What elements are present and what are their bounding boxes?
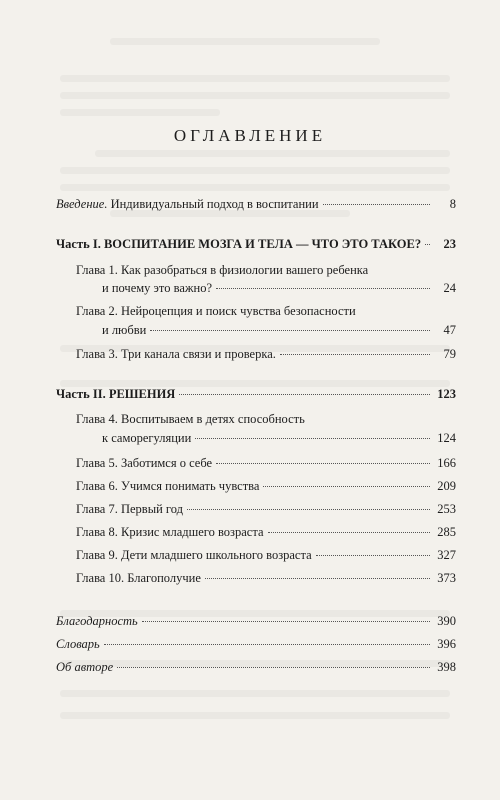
- page-number: 209: [437, 479, 456, 493]
- dot-leader: [205, 578, 430, 579]
- entry-title: Об авторе: [56, 660, 114, 674]
- page-number: 79: [443, 347, 456, 361]
- dot-leader: [216, 463, 430, 464]
- dot-leader: [425, 244, 430, 245]
- page-number: 123: [437, 387, 456, 401]
- dot-leader: [117, 667, 430, 668]
- dot-leader: [187, 509, 430, 510]
- entry-title: Индивидуальный подход в воспитании: [110, 197, 319, 211]
- toc-entry-chapter-7[interactable]: [76, 501, 456, 517]
- toc-entry-glossary[interactable]: [56, 636, 456, 652]
- toc-entry-part-2[interactable]: [56, 386, 456, 402]
- entry-title: и почему это важно?: [102, 281, 212, 295]
- entry-title: Глава 7. Первый год: [76, 502, 183, 516]
- entry-label: Введение.: [56, 197, 108, 211]
- dot-leader: [268, 532, 431, 533]
- entry-title: к саморегуляции: [102, 431, 192, 445]
- page-title: ОГЛАВЛЕНИЕ: [173, 126, 327, 145]
- toc-entry-chapter-5[interactable]: [76, 455, 456, 471]
- dot-leader: [179, 394, 430, 395]
- page-number: 253: [437, 502, 456, 516]
- page-number: 8: [449, 197, 456, 211]
- entry-title: Благодарность: [56, 614, 138, 628]
- dot-leader: [280, 354, 430, 355]
- toc-entry-introduction[interactable]: [56, 196, 456, 212]
- page-number: 373: [437, 571, 456, 585]
- dot-leader: [195, 438, 430, 439]
- dot-leader: [216, 288, 430, 289]
- dot-leader: [323, 204, 430, 205]
- page-number: 390: [437, 614, 456, 628]
- toc-entry-chapter-2[interactable]: [102, 322, 456, 338]
- toc-entry-chapter-4-line1[interactable]: Глава 4. Воспитываем в детях способность: [76, 412, 305, 426]
- page-number: 327: [437, 548, 456, 562]
- toc-entry-about-author[interactable]: [56, 659, 456, 675]
- entry-title: Глава 6. Учимся понимать чувства: [76, 479, 260, 493]
- toc-entry-chapter-8[interactable]: [76, 524, 456, 540]
- page-number: 24: [443, 281, 456, 295]
- toc-entry-chapter-3[interactable]: [76, 346, 456, 362]
- toc-entry-chapter-9[interactable]: [76, 547, 456, 563]
- entry-title: Глава 5. Заботимся о себе: [76, 456, 213, 470]
- toc-entry-part-1[interactable]: [56, 236, 456, 252]
- toc-entry-chapter-6[interactable]: [76, 478, 456, 494]
- dot-leader: [263, 486, 430, 487]
- toc-entry-chapter-2-line1[interactable]: Глава 2. Нейроцепция и поиск чувства безопасности: [76, 304, 356, 318]
- entry-title: Словарь: [56, 637, 100, 651]
- dot-leader: [150, 330, 430, 331]
- entry-title: Глава 8. Кризис младшего возраста: [76, 525, 264, 539]
- page-number: 285: [437, 525, 456, 539]
- entry-title: Глава 9. Дети младшего школьного возраста: [76, 548, 312, 562]
- page-number: 47: [443, 323, 456, 337]
- toc-entry-chapter-4[interactable]: [102, 430, 456, 446]
- page-number: 23: [443, 237, 456, 251]
- toc-entry-chapter-1[interactable]: [102, 280, 456, 296]
- entry-title: Часть I. ВОСПИТАНИЕ МОЗГА И ТЕЛА — ЧТО ЭТО ТАКОЕ?: [56, 237, 422, 251]
- dot-leader: [142, 621, 430, 622]
- toc-entry-chapter-10[interactable]: [76, 570, 456, 586]
- page-number: 396: [437, 637, 456, 651]
- dot-leader: [104, 644, 430, 645]
- entry-title: Глава 10. Благополучие: [76, 571, 201, 585]
- entry-title: и любви: [102, 323, 147, 337]
- toc-entry-acknowledgments[interactable]: [56, 613, 456, 629]
- toc-entry-chapter-1-line1[interactable]: Глава 1. Как разобраться в физиологии вашего ребенка: [76, 263, 369, 277]
- page-number: 398: [437, 660, 456, 674]
- dot-leader: [316, 555, 430, 556]
- entry-title: Глава 3. Три канала связи и проверка.: [76, 347, 276, 361]
- entry-title: Часть II. РЕШЕНИЯ: [56, 387, 176, 401]
- page-number: 166: [437, 456, 456, 470]
- page-number: 124: [437, 431, 456, 445]
